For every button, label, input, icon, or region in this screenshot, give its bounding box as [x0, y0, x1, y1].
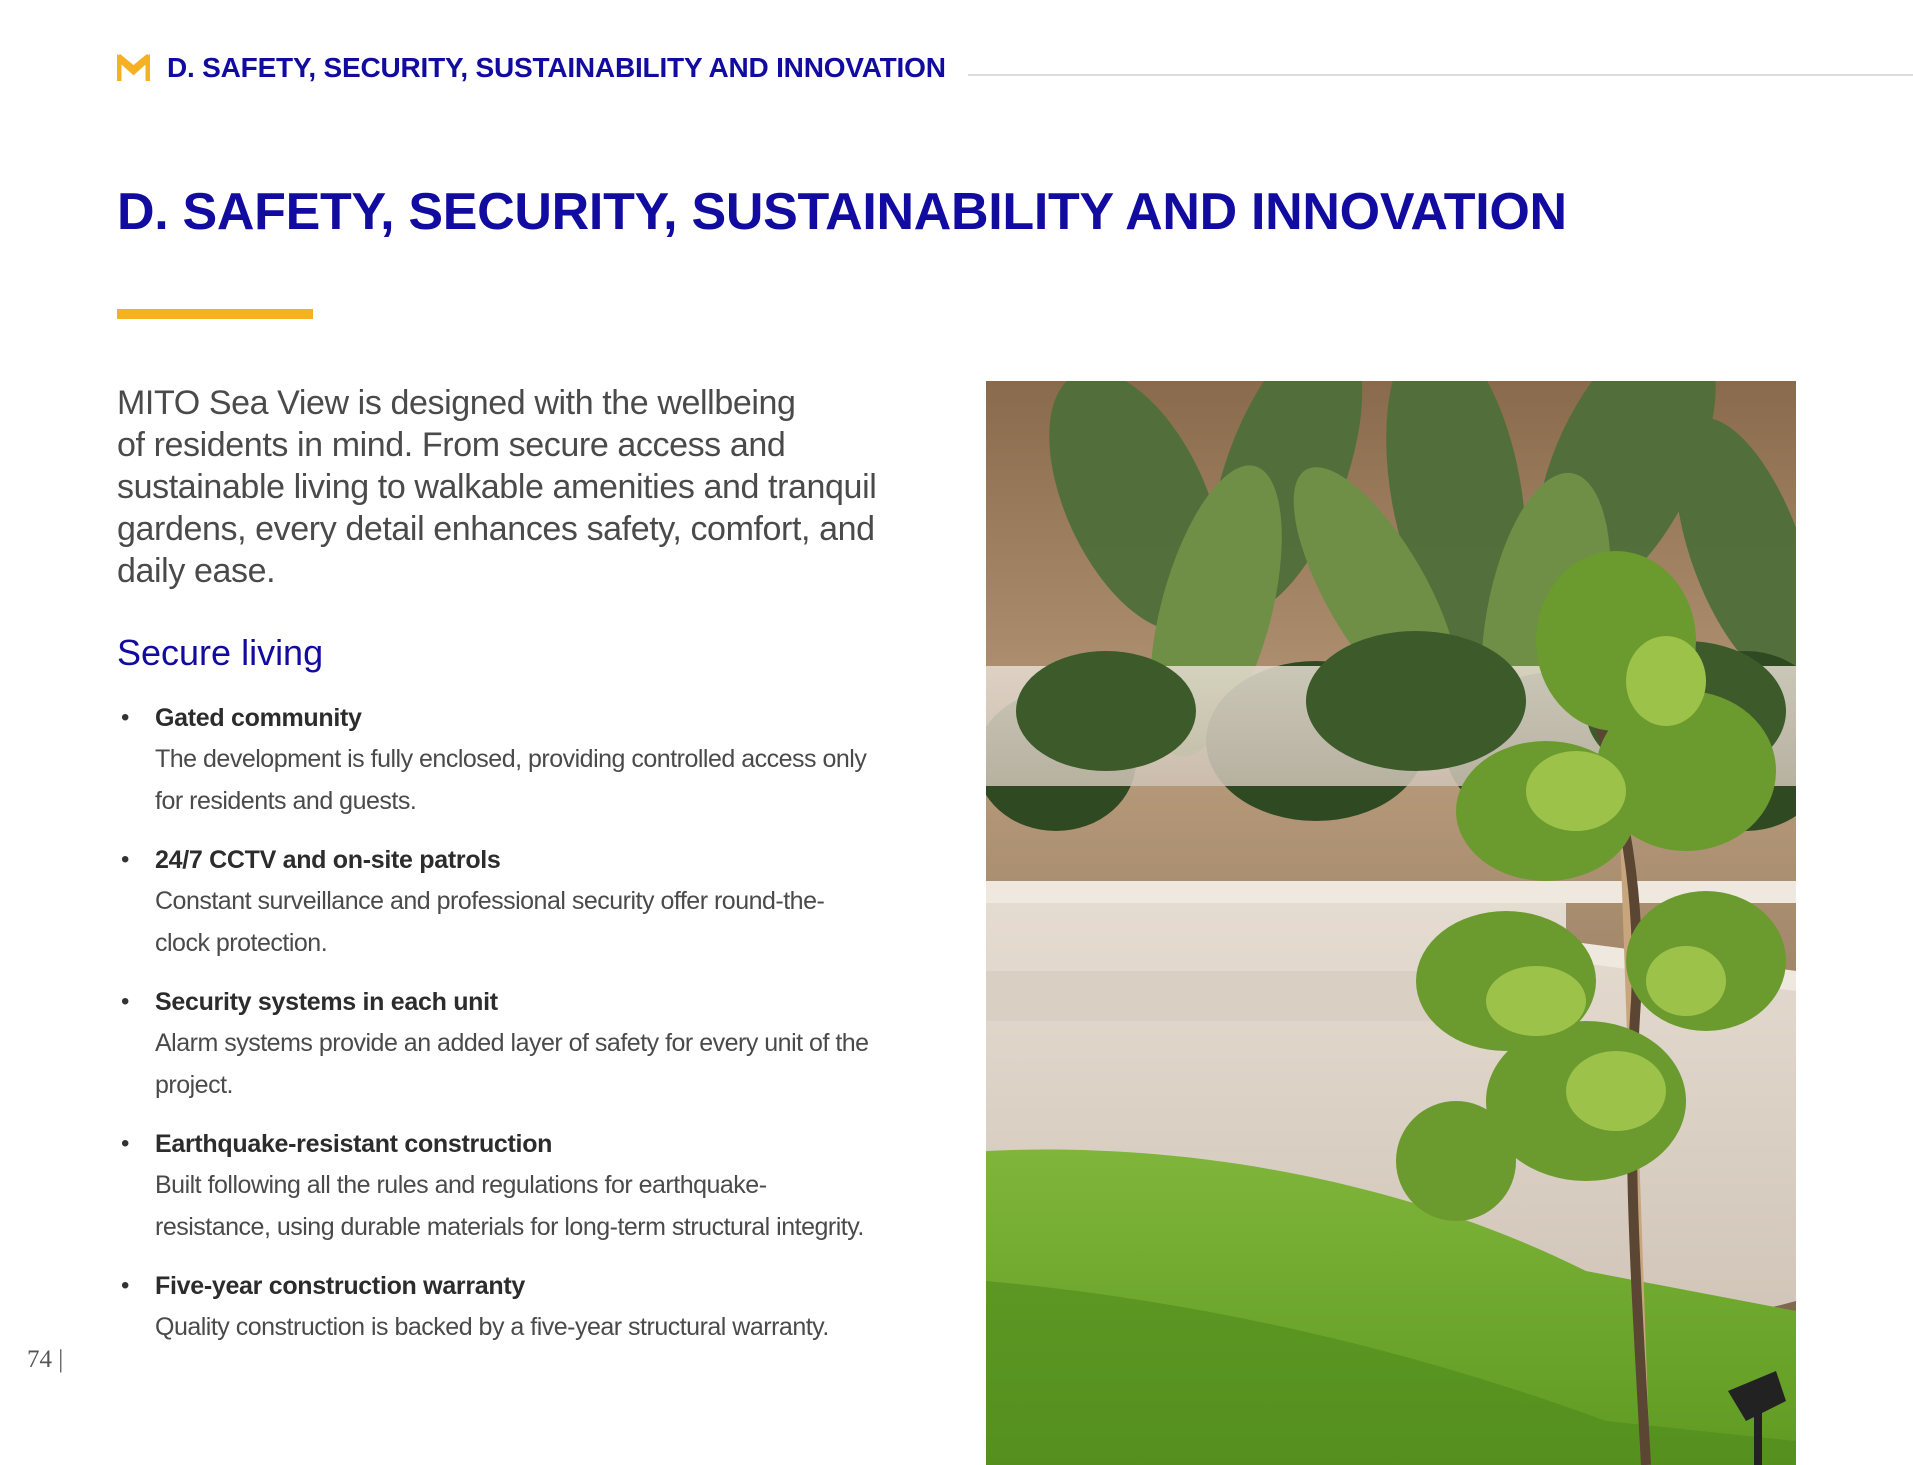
bullet-icon: •	[121, 1130, 130, 1157]
garden-photo-illustration	[986, 381, 1796, 1465]
description-line: clock protection.	[155, 929, 328, 957]
feature-description	[155, 1306, 957, 1348]
intro-line: of residents in mind. From secure access and	[117, 426, 786, 464]
feature-title: Five-year construction warranty	[155, 1272, 525, 1300]
description-line: Built following all the rules and regulations for earthquake-	[155, 1171, 767, 1199]
feature-list	[117, 698, 957, 1366]
bullet-icon: •	[121, 1272, 130, 1299]
description-line: for residents and guests.	[155, 787, 417, 815]
feature-description	[155, 1164, 957, 1248]
description-line: Quality construction is backed by a five-year structural warranty.	[155, 1313, 829, 1341]
bullet-icon: •	[121, 988, 130, 1015]
feature-title: Gated community	[155, 704, 362, 732]
feature-title: 24/7 CCTV and on-site patrols	[155, 846, 501, 874]
header-divider	[968, 74, 1913, 76]
feature-title: Earthquake-resistant construction	[155, 1130, 553, 1158]
intro-line: sustainable living to walkable amenities and tranquil	[117, 468, 877, 506]
m-logo-icon	[117, 53, 150, 83]
title-accent-bar	[117, 309, 313, 319]
bullet-icon: •	[121, 704, 130, 731]
page-number: 74 |	[27, 1346, 64, 1373]
list-item	[117, 840, 957, 964]
feature-description	[155, 880, 957, 964]
garden-photo	[986, 381, 1796, 1465]
bullet-icon: •	[121, 846, 130, 873]
list-item	[117, 982, 957, 1106]
list-item	[117, 1266, 957, 1348]
page-title: D. SAFETY, SECURITY, SUSTAINABILITY AND INNOVATION	[117, 183, 1567, 241]
list-item	[117, 1124, 957, 1248]
description-line: Alarm systems provide an added layer of safety for every unit of the	[155, 1029, 869, 1057]
feature-description	[155, 1022, 957, 1106]
feature-description	[155, 738, 957, 822]
running-header	[117, 52, 946, 84]
running-title: D. SAFETY, SECURITY, SUSTAINABILITY AND INNOVATION	[167, 52, 946, 83]
list-item	[117, 698, 957, 822]
feature-title: Security systems in each unit	[155, 988, 498, 1016]
description-line: resistance, using durable materials for long-term structural integrity.	[155, 1213, 864, 1241]
description-line: project.	[155, 1071, 233, 1099]
description-line: The development is fully enclosed, providing controlled access only	[155, 745, 867, 773]
section-heading: Secure living	[117, 632, 324, 673]
intro-line: gardens, every detail enhances safety, comfort, and	[117, 510, 875, 548]
intro-paragraph	[117, 382, 917, 592]
intro-line: MITO Sea View is designed with the wellbeing	[117, 384, 796, 422]
intro-line: daily ease.	[117, 552, 276, 590]
description-line: Constant surveillance and professional security offer round-the-	[155, 887, 825, 915]
